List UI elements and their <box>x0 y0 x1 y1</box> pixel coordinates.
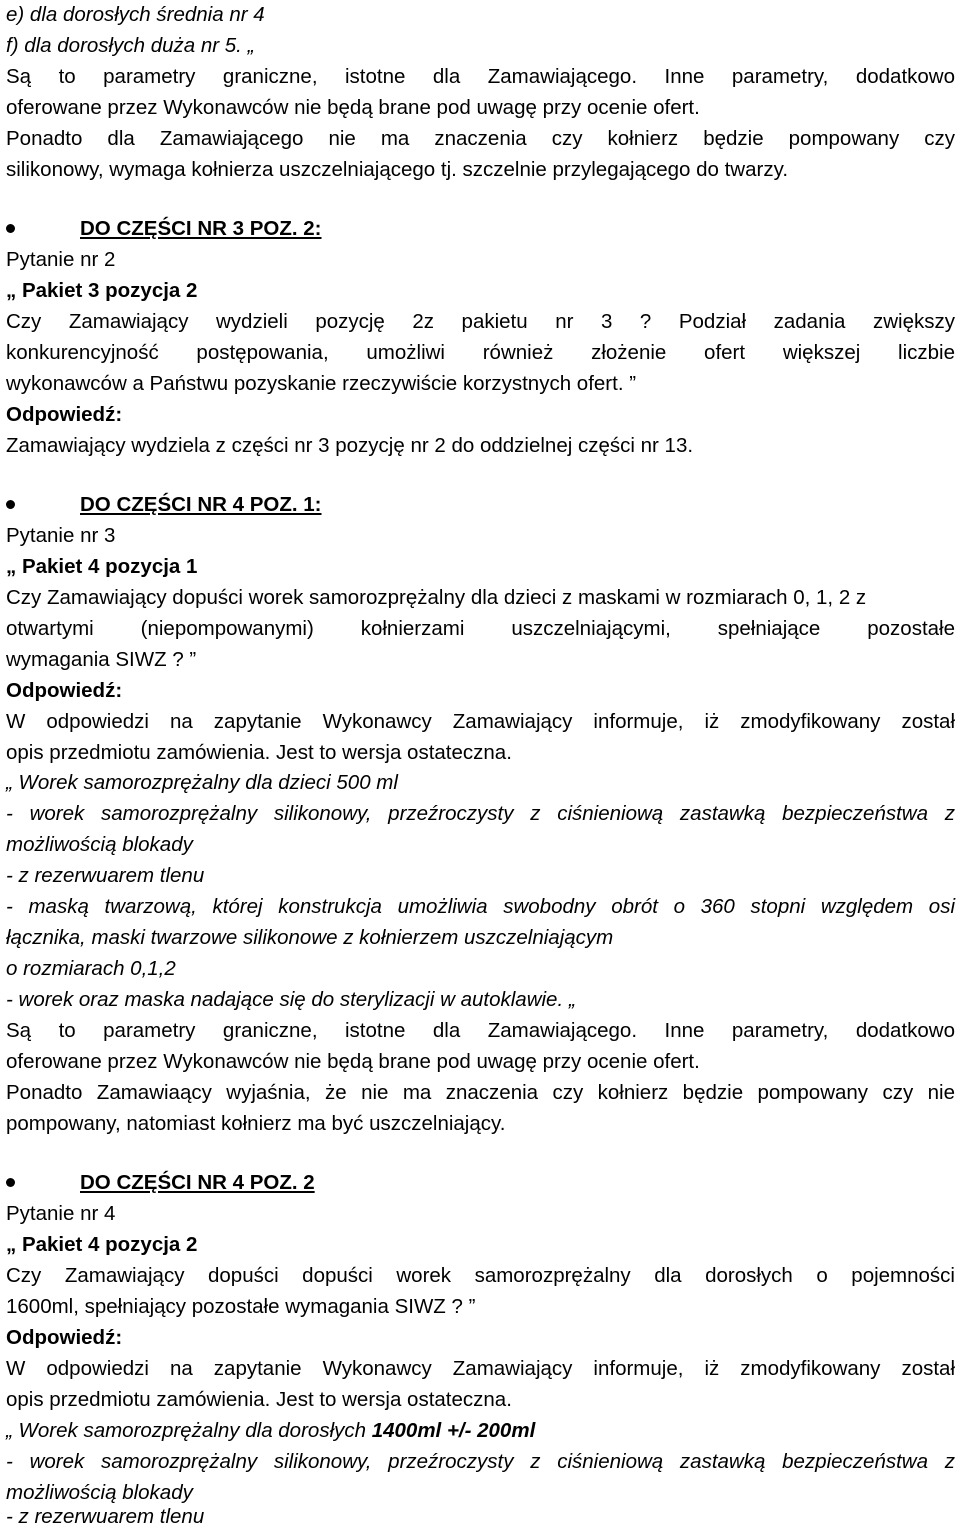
question-number: Pytanie nr 2 <box>6 248 116 271</box>
text-line: możliwością blokady <box>6 1481 193 1504</box>
answer-label: Odpowiedź: <box>6 403 123 426</box>
text-line: 1600ml, spełniający pozostałe wymagania SIWZ ? ” <box>6 1295 476 1318</box>
text-line: silikonowy, wymaga kołnierza uszczelniającego tj. szczelnie przylegającego do twarzy. <box>6 158 789 181</box>
text-line: pompowany, natomiast kołnierz ma być uszczelniający. <box>6 1112 506 1135</box>
question-number: Pytanie nr 3 <box>6 524 116 547</box>
text-line: Czy Zamawiający dopuści dopuści worek samorozprężalny dla dorosłych o pojemności <box>6 1264 955 1287</box>
text-line: W odpowiedzi na zapytanie Wykonawcy Zamawiający informuje, iż zmodyfikowany został <box>6 1357 955 1380</box>
text-segment: „ Worek samorozprężalny dla dorosłych <box>6 1419 372 1442</box>
text-line: możliwością blokady <box>6 833 193 856</box>
text-line: W odpowiedzi na zapytanie Wykonawcy Zamawiający informuje, iż zmodyfikowany został <box>6 710 955 733</box>
text-line: Ponadto dla Zamawiającego nie ma znaczenia czy kołnierz będzie pompowany czy <box>6 127 955 150</box>
text-line: otwartymi (niepompowanymi) kołnierzami uszczelniającymi, spełniające pozostałe <box>6 617 955 640</box>
text-line: opis przedmiotu zamówienia. Jest to wersja ostateczna. <box>6 1388 512 1411</box>
text-line: - worek samorozprężalny silikonowy, przeźroczysty z ciśnieniową zastawką bezpieczeństwa z <box>6 802 955 825</box>
answer-label: Odpowiedź: <box>6 679 123 702</box>
text-line: Są to parametry graniczne, istotne dla Zamawiającego. Inne parametry, dodatkowo <box>6 1019 955 1042</box>
capacity-value: 1400ml +/- 200ml <box>371 1419 536 1442</box>
package-heading: „ Pakiet 3 pozycja 2 <box>6 279 198 302</box>
text-line: Ponadto Zamawiaący wyjaśnia, że nie ma znaczenia czy kołnierz będzie pompowany czy nie <box>6 1081 955 1104</box>
text-line: konkurencyjność postępowania, umożliwi również złożenie ofert większej liczbie <box>6 341 955 364</box>
text-line: o rozmiarach 0,1,2 <box>6 957 176 980</box>
text-line: wykonawców a Państwu pozyskanie rzeczywiście korzystnych ofert. ” <box>6 372 637 395</box>
text-line: e) dla dorosłych średnia nr 4 <box>6 3 265 26</box>
text-line: - z rezerwuarem tlenu <box>6 864 205 887</box>
package-heading: „ Pakiet 4 pozycja 1 <box>6 555 198 578</box>
text-line: - worek samorozprężalny silikonowy, przeźroczysty z ciśnieniową zastawką bezpieczeństwa z <box>6 1450 955 1473</box>
text-line: Zamawiający wydziela z części nr 3 pozycję nr 2 do oddzielnej części nr 13. <box>6 434 694 457</box>
section-heading: DO CZĘŚCI NR 3 POZ. 2: <box>80 217 322 240</box>
text-line: „ Worek samorozprężalny dla dzieci 500 ml <box>6 771 398 794</box>
bullet-icon <box>6 224 15 233</box>
text-line: oferowane przez Wykonawców nie będą brane pod uwagę przy ocenie ofert. <box>6 96 700 119</box>
text-line: Są to parametry graniczne, istotne dla Zamawiającego. Inne parametry, dodatkowo <box>6 65 955 88</box>
text-line: - maską twarzową, której konstrukcja umożliwia swobodny obrót o 360 stopni względem osi <box>6 895 955 918</box>
section-heading: DO CZĘŚCI NR 4 POZ. 2 <box>80 1171 315 1194</box>
text-line: Czy Zamawiający dopuści worek samorozprężalny dla dzieci z maskami w rozmiarach 0, 1, 2 z <box>6 586 867 609</box>
text-line <box>6 1416 955 1447</box>
question-number: Pytanie nr 4 <box>6 1202 116 1225</box>
bullet-icon <box>6 1178 15 1187</box>
text-line: oferowane przez Wykonawców nie będą brane pod uwagę przy ocenie ofert. <box>6 1050 700 1073</box>
section-heading: DO CZĘŚCI NR 4 POZ. 1: <box>80 493 322 516</box>
text-line: wymagania SIWZ ? ” <box>6 648 197 671</box>
text-line: - z rezerwuarem tlenu <box>6 1505 205 1528</box>
text-line: łącznika, maski twarzowe silikonowe z kołnierzem uszczelniającym <box>6 926 614 949</box>
text-line: opis przedmiotu zamówienia. Jest to wersja ostateczna. <box>6 741 512 764</box>
package-heading: „ Pakiet 4 pozycja 2 <box>6 1233 198 1256</box>
bullet-icon <box>6 500 15 509</box>
text-line: Czy Zamawiający wydzieli pozycję 2z pakietu nr 3 ? Podział zadania zwiększy <box>6 310 955 333</box>
answer-label: Odpowiedź: <box>6 1326 123 1349</box>
text-line: - worek oraz maska nadające się do sterylizacji w autoklawie. „ <box>6 988 576 1011</box>
text-line: f) dla dorosłych duża nr 5. „ <box>6 34 255 57</box>
